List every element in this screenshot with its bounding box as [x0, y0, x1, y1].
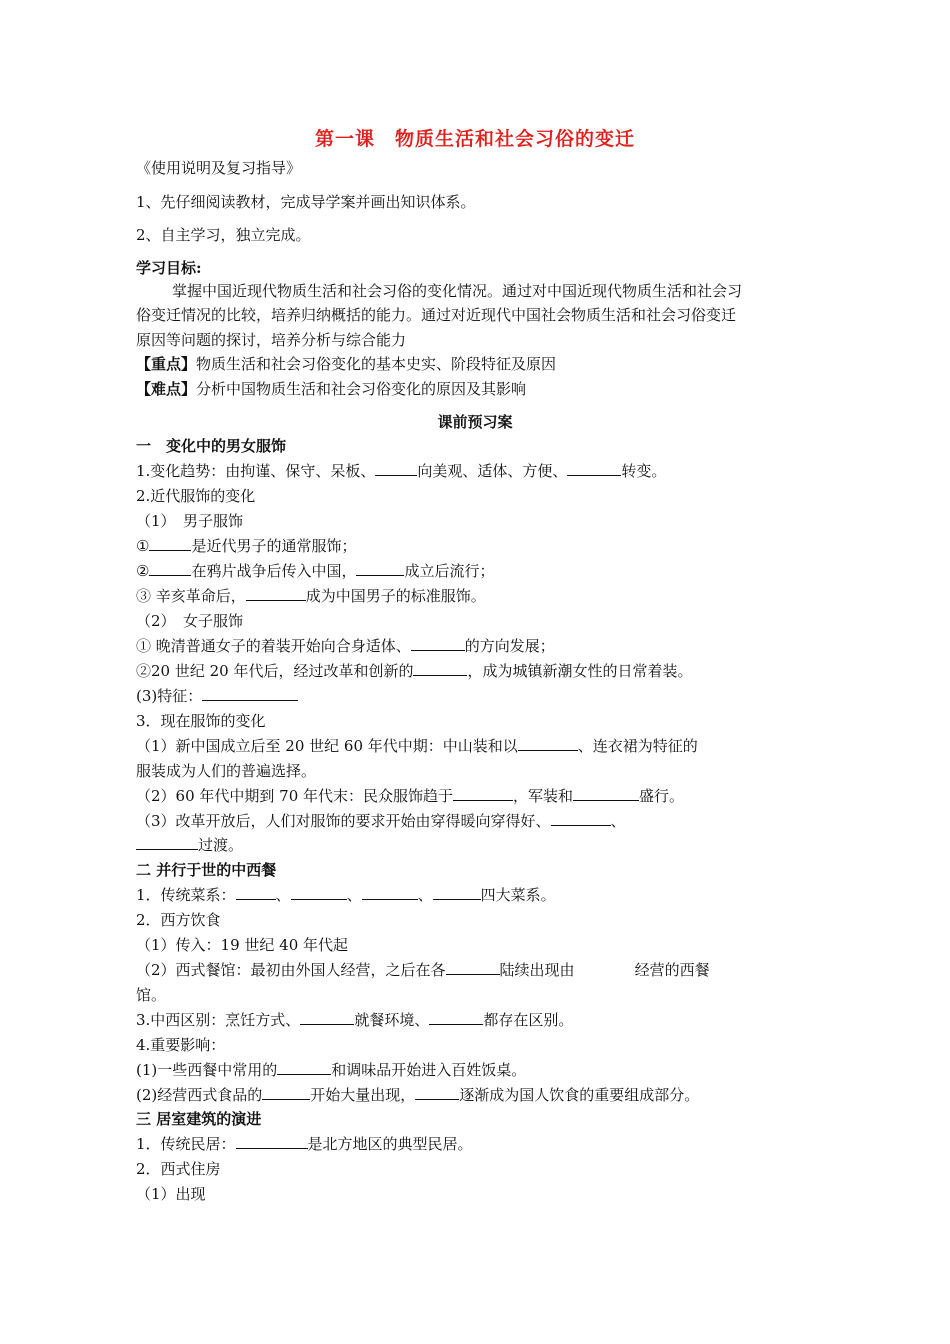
s2-western-2-cont: 馆。 — [136, 986, 167, 1004]
blank-2[interactable] — [567, 461, 621, 476]
section-1-heading: 一 变化中的男女服饰 — [136, 437, 287, 455]
section-3-heading: 三 居室建筑的演进 — [136, 1110, 262, 1128]
s1-trend-c: 转变。 — [621, 462, 667, 480]
s1-male-1 — [136, 536, 356, 556]
s1-f2-a: ②20 世纪 20 年代后，经过改革和创新的 — [136, 662, 414, 680]
s1-now: 3．现在服饰的变化 — [136, 712, 266, 730]
s1-n1-a: （1）新中国成立后至 20 世纪 60 年代中期：中山装和以 — [136, 737, 518, 755]
objectives-line-3: 原因等问题的探讨，培养分析与综合能力 — [136, 331, 407, 349]
blank-24[interactable] — [415, 1085, 459, 1100]
s1-n3-b: 、 — [610, 812, 626, 830]
blank-4[interactable] — [149, 561, 191, 576]
s2-t42-c: 逐渐成为国人饮食的重要组成部分。 — [459, 1086, 700, 1104]
difficult-point — [136, 379, 526, 399]
s1-female-1 — [136, 636, 555, 656]
s1-m2-b: 在鸦片战争后传入中国， — [191, 562, 357, 580]
s2-t22-c: 经营的西餐 — [634, 961, 710, 979]
s1-trend-b: 向美观、适体、方便、 — [417, 462, 568, 480]
s2-t1-d: 、 — [417, 886, 433, 904]
s1-f2-b: ，成为城镇新潮女性的日常着装。 — [467, 662, 693, 680]
blank-1[interactable] — [375, 461, 417, 476]
s1-n2-c: 盛行。 — [639, 787, 685, 805]
blank-23[interactable] — [262, 1085, 310, 1100]
blank-17[interactable] — [362, 885, 418, 900]
blank-13[interactable] — [551, 811, 611, 826]
s2-t41-a: (1)一些西餐中常用的 — [136, 1061, 278, 1079]
s1-f1-b: 的方向发展； — [464, 637, 555, 655]
s2-impact-2 — [136, 1085, 699, 1105]
s1-male: （1） 男子服饰 — [136, 512, 244, 530]
blank-22[interactable] — [277, 1060, 331, 1075]
s1-trend — [136, 461, 666, 481]
blank-8[interactable] — [413, 661, 467, 676]
s2-t1-c: 、 — [346, 886, 362, 904]
blank-10[interactable] — [518, 736, 578, 751]
s3-t1-b: 是北方地区的典型民居。 — [307, 1135, 473, 1153]
guide-heading: 《使用说明及复习指导》 — [136, 159, 302, 177]
s2-t1-a: 1．传统菜系： — [136, 886, 236, 904]
blank-21[interactable] — [429, 1010, 483, 1025]
s2-t42-a: (2)经营西式食品的 — [136, 1086, 263, 1104]
s2-t3-a: 3.中西区别：烹饪方式、 — [136, 1011, 301, 1029]
s1-now-2 — [136, 786, 684, 806]
blank-16[interactable] — [291, 885, 347, 900]
s3-western-house-1: （1）出现 — [136, 1185, 206, 1203]
objectives-line-1: 掌握中国近现代物质生活和社会习俗的变化情况。通过对中国近现代物质生活和社会习 — [172, 282, 743, 300]
s1-n3-c: 过渡。 — [198, 836, 244, 854]
blank-25[interactable] — [236, 1134, 308, 1149]
s1-female-2 — [136, 661, 693, 681]
blank-5[interactable] — [356, 561, 404, 576]
s1-male-2 — [136, 561, 494, 581]
s3-western-house: 2．西式住房 — [136, 1160, 221, 1178]
s2-western-1: （1）传入：19 世纪 40 年代起 — [136, 936, 349, 954]
blank-3[interactable] — [149, 536, 191, 551]
s1-n3-a: （3）改革开放后，人们对服饰的要求开始由穿得暖向穿得好、 — [136, 812, 551, 830]
s2-t22-a: （2）西式餐馆：最初由外国人经营，之后在各 — [136, 961, 446, 979]
difficult-point-text: 分析中国物质生活和社会习俗变化的原因及其影响 — [196, 380, 527, 398]
s2-t42-b: 开始大量出现， — [310, 1086, 416, 1104]
s1-now-3-cont — [136, 835, 243, 855]
blank-19[interactable] — [446, 960, 500, 975]
preview-title: 课前预习案 — [437, 413, 513, 431]
s2-t41-b: 和调味品开始进入百姓饭桌。 — [331, 1061, 527, 1079]
blank-6[interactable] — [246, 586, 306, 601]
s2-difference — [136, 1010, 573, 1030]
s1-now-1-cont: 服装成为人们的普遍选择。 — [136, 762, 317, 780]
s3-traditional — [136, 1134, 473, 1154]
s1-m2-c: 成立后流行； — [404, 562, 495, 580]
s1-n2-b: ，军装和 — [513, 787, 574, 805]
blank-18[interactable] — [433, 885, 481, 900]
s1-n1-b: 、连衣裙为特征的 — [577, 737, 698, 755]
s2-western: 2．西方饮食 — [136, 911, 221, 929]
s1-trend-a: 1.变化趋势：由拘谨、保守、呆板、 — [136, 462, 376, 480]
s2-t1-b: 、 — [275, 886, 291, 904]
s1-modern: 2.近代服饰的变化 — [136, 487, 256, 505]
s1-f1-a: ① 晚清普通女子的着装开始向合身适体、 — [136, 637, 411, 655]
s1-m2-a: ② — [136, 562, 150, 580]
blank-9[interactable] — [202, 686, 298, 701]
s3-t1-a: 1．传统民居： — [136, 1135, 236, 1153]
section-2-heading: 二 并行于世的中西餐 — [136, 861, 277, 879]
s1-m3-b: 成为中国男子的标准服饰。 — [305, 587, 486, 605]
s2-western-2 — [136, 960, 710, 980]
s2-t3-c: 都存在区别。 — [483, 1011, 574, 1029]
key-point-label: 【重点】 — [136, 355, 197, 373]
s1-m3-a: ③ 辛亥革命后， — [136, 587, 246, 605]
s1-male-3 — [136, 586, 486, 606]
objectives-line-2: 俗变迁情况的比较，培养归纳概括的能力。通过对近现代中国社会物质生活和社会习俗变迁 — [136, 306, 737, 324]
s2-t3-b: 就餐环境、 — [354, 1011, 430, 1029]
s1-now-3 — [136, 811, 626, 831]
s2-t22-b: 陆续出现由 — [499, 961, 575, 979]
s1-feature — [136, 686, 298, 706]
s1-feature-label: (3)特征： — [136, 687, 203, 705]
guide-step-1: 1、先仔细阅读教材，完成导学案并画出知识体系。 — [136, 193, 476, 211]
blank-15[interactable] — [236, 885, 276, 900]
s1-m1-a: ① — [136, 537, 150, 555]
s1-m1-b: 是近代男子的通常服饰； — [191, 537, 357, 555]
s1-female: （2） 女子服饰 — [136, 612, 244, 630]
blank-11[interactable] — [453, 786, 513, 801]
key-point — [136, 354, 556, 374]
s2-t1-e: 四大菜系。 — [480, 886, 556, 904]
s2-cuisines — [136, 885, 556, 905]
guide-step-2: 2、自主学习，独立完成。 — [136, 226, 311, 244]
blank-12[interactable] — [573, 786, 639, 801]
s1-n2-a: （2）60 年代中期到 70 年代末：民众服饰趋于 — [136, 787, 454, 805]
blank-7[interactable] — [411, 636, 465, 651]
blank-20[interactable] — [300, 1010, 354, 1025]
s1-now-1 — [136, 736, 698, 756]
s2-impact-1 — [136, 1060, 526, 1080]
objectives-heading: 学习目标: — [136, 259, 202, 277]
s2-impact: 4.重要影响： — [136, 1036, 226, 1054]
key-point-text: 物质生活和社会习俗变化的基本史实、阶段特征及原因 — [196, 355, 557, 373]
difficult-point-label: 【难点】 — [136, 380, 197, 398]
lesson-title: 第一课 物质生活和社会习俗的变迁 — [314, 128, 635, 150]
blank-14[interactable] — [136, 835, 198, 850]
